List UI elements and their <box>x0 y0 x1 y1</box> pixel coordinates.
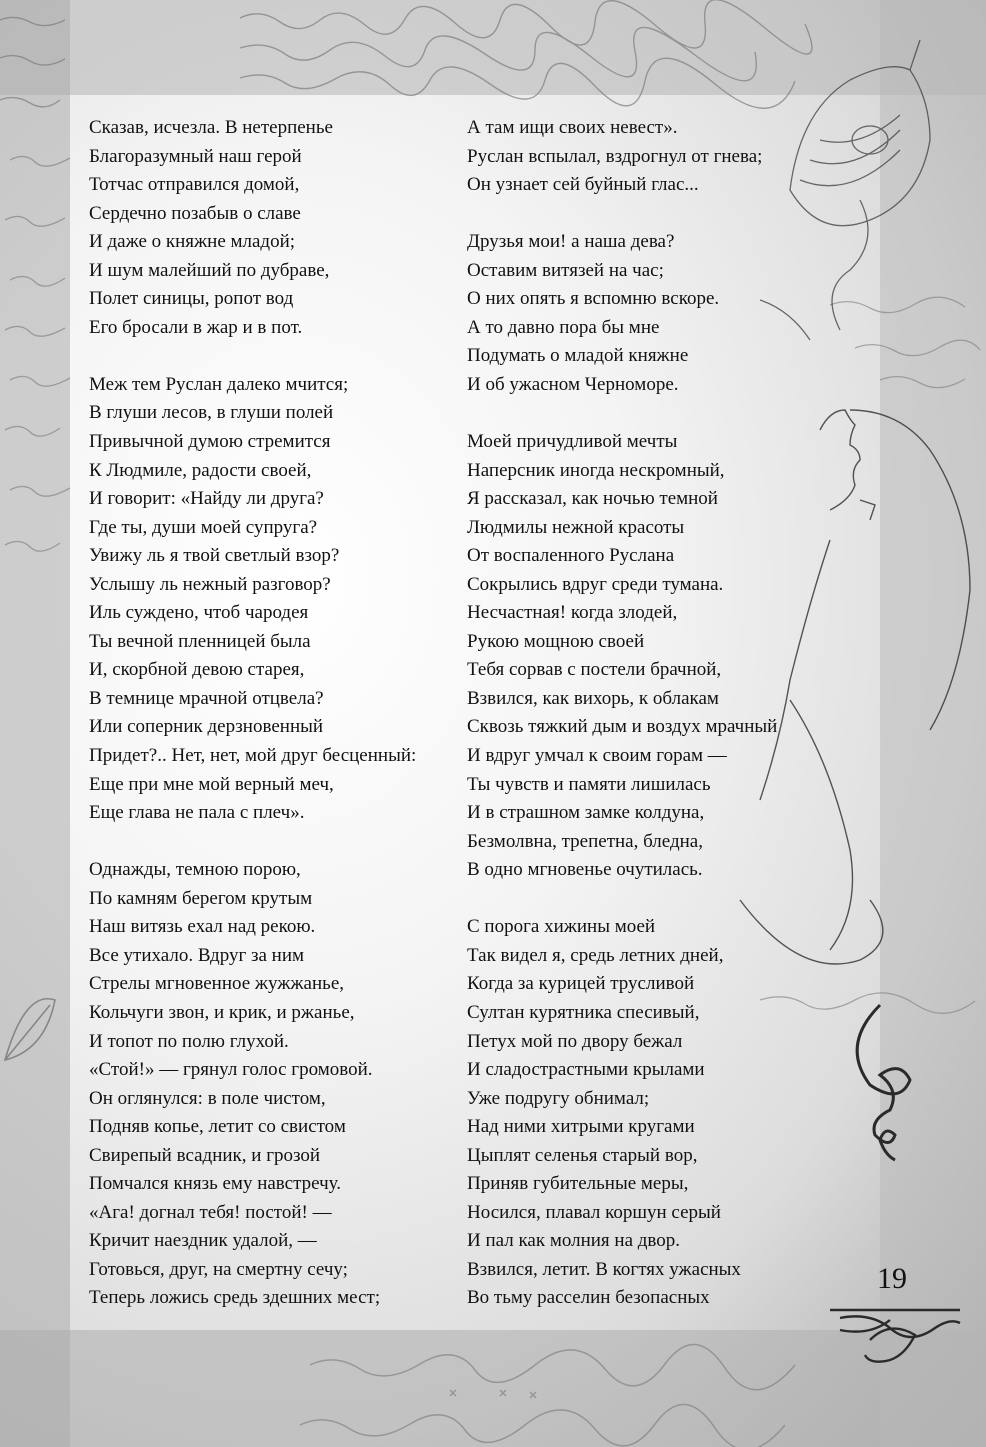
poem-line: В темнице мрачной отцвела? <box>89 687 324 709</box>
poem-line: Готовься, друг, на смертну сечу; <box>89 1258 348 1280</box>
poem-line: Так видел я, средь летних дней, <box>467 944 724 966</box>
poem-line: Тебя сорвав с постели брачной, <box>467 659 722 681</box>
poem-line: И в страшном замке колдуна, <box>467 802 705 824</box>
poem-line: И сладострастными крылами <box>467 1059 705 1081</box>
poem-line: К Людмиле, радости своей, <box>89 459 312 481</box>
poem-line: А там ищи своих невест». <box>467 117 678 138</box>
stanza-break <box>89 342 449 371</box>
poem-line: Наш витязь ехал над рекою. <box>89 916 316 938</box>
poem-line: Он оглянулся: в поле чистом, <box>89 1087 326 1109</box>
poem-line: Иль суждено, чтоб чародея <box>89 602 309 624</box>
page-number: 19 <box>877 1262 907 1295</box>
poem-line: Или соперник дерзновенный <box>89 716 324 738</box>
poem-line: И, скорбной девою старея, <box>89 659 305 681</box>
poem-line: Тотчас отправился домой, <box>89 174 300 196</box>
poem-line: Друзья мои! а наша дева? <box>467 231 675 253</box>
poem-line: В глуши лесов, в глуши полей <box>89 402 334 424</box>
poem-line: С порога хижины моей <box>467 916 656 938</box>
poem-line: Когда за курицей трусливой <box>467 973 695 995</box>
poem-line: И топот по полю глухой. <box>89 1030 289 1052</box>
poem-line: «Стой!» — грянул голос громовой. <box>89 1059 373 1081</box>
poem-line: Людмилы нежной красоты <box>467 516 685 538</box>
poem-line: Сквозь тяжкий дым и воздух мрачный <box>467 716 778 738</box>
poem-line: Благоразумный наш герой <box>89 145 302 167</box>
poem-line: Оставим витязей на час; <box>467 259 664 281</box>
poem-line: Петух мой по двору бежал <box>467 1030 683 1052</box>
poem-line: А то давно пора бы мне <box>467 316 660 338</box>
poem-line: Цыплят селенья старый вор, <box>467 1144 698 1166</box>
poem-line: Наперсник иногда нескромный, <box>467 459 725 481</box>
poem-line: Все утихало. Вдруг за ним <box>89 944 305 966</box>
top-grunge-band <box>0 0 986 95</box>
right-poem-column <box>467 114 807 1313</box>
poem-line: От воспаленного Руслана <box>467 545 675 567</box>
poem-line: Ты вечной пленницей была <box>89 630 311 652</box>
bottom-grunge-band <box>0 1330 986 1447</box>
poem-line: Руслан вспылал, вздрогнул от гнева; <box>467 145 763 167</box>
poem-line: Кричит наездник удалой, — <box>89 1230 317 1252</box>
poem-line: Уже подругу обнимал; <box>467 1087 650 1109</box>
poem-line: И об ужасном Черноморе. <box>467 373 679 395</box>
poem-line: Сказав, исчезла. В нетерпенье <box>89 117 333 138</box>
poem-line: Теперь ложись средь здешних мест; <box>89 1287 381 1309</box>
poem-line: Увижу ль я твой светлый взор? <box>89 545 340 567</box>
poem-line: В одно мгновенье очутилась. <box>467 859 703 881</box>
poem-line: Услышу ль нежный разговор? <box>89 573 331 595</box>
poem-line: Султан курятника спесивый, <box>467 1001 700 1023</box>
stanza-break <box>89 828 449 857</box>
poem-line: Носился, плавал коршун серый <box>467 1201 721 1223</box>
poem-line: «Ага! догнал тебя! постой! — <box>89 1201 332 1223</box>
poem-line: Моей причудливой мечты <box>467 431 678 453</box>
left-poem-column <box>89 114 449 1313</box>
poem-line: Безмолвна, трепетна, бледна, <box>467 830 703 852</box>
poem-line: Несчастная! когда злодей, <box>467 602 678 624</box>
poem-line: Помчался князь ему навстречу. <box>89 1173 342 1195</box>
poem-line: Подняв копье, летит со свистом <box>89 1116 346 1138</box>
poem-line: Над ними хитрыми кругами <box>467 1116 695 1138</box>
poem-line: Где ты, души моей супруга? <box>89 516 318 538</box>
poem-line: И вдруг умчал к своим горам — <box>467 745 727 767</box>
poem-line: Сокрылись вдруг среди тумана. <box>467 573 724 595</box>
stanza-break <box>467 885 807 914</box>
poem-line: Придет?.. Нет, нет, мой друг бесценный: <box>89 745 417 767</box>
poem-line: И пал как молния на двор. <box>467 1230 681 1252</box>
poem-line: Он узнает сей буйный глас... <box>467 174 699 196</box>
poem-line: Еще глава не пала с плеч». <box>89 802 305 824</box>
stanza-break <box>467 200 807 229</box>
poem-line: Подумать о младой княжне <box>467 345 689 367</box>
poem-line: Я рассказал, как ночью темной <box>467 488 718 510</box>
poem-line: Однажды, темною порою, <box>89 859 301 881</box>
poem-line: Его бросали в жар и в пот. <box>89 316 303 338</box>
poem-line: И шум малейший по дубраве, <box>89 259 330 281</box>
stanza-break <box>467 399 807 428</box>
poem-line: По камням берегом крутым <box>89 887 313 909</box>
poem-line: Взвился, как вихорь, к облакам <box>467 687 719 709</box>
poem-line: Рукою мощною своей <box>467 630 645 652</box>
poem-line: Свирепый всадник, и грозой <box>89 1144 321 1166</box>
poem-line: Меж тем Руслан далеко мчится; <box>89 373 349 395</box>
poem-line: И говорит: «Найду ли друга? <box>89 488 324 510</box>
poem-line: Приняв губительные меры, <box>467 1173 689 1195</box>
poem-line: Кольчуги звон, и крик, и ржанье, <box>89 1001 355 1023</box>
poem-line: Стрелы мгновенное жужжанье, <box>89 973 344 995</box>
poem-line: И даже о княжне младой; <box>89 231 296 253</box>
poem-line: Взвился, летит. В когтях ужасных <box>467 1258 741 1280</box>
poem-line: Привычной думою стремится <box>89 431 331 453</box>
poem-line: О них опять я вспомню вскоре. <box>467 288 720 310</box>
poem-line: Сердечно позабыв о славе <box>89 202 301 224</box>
poem-line: Во тьму расселин безопасных <box>467 1287 710 1309</box>
poem-line: Ты чувств и памяти лишилась <box>467 773 711 795</box>
poem-line: Еще при мне мой верный меч, <box>89 773 334 795</box>
poem-line: Полет синицы, ропот вод <box>89 288 294 310</box>
